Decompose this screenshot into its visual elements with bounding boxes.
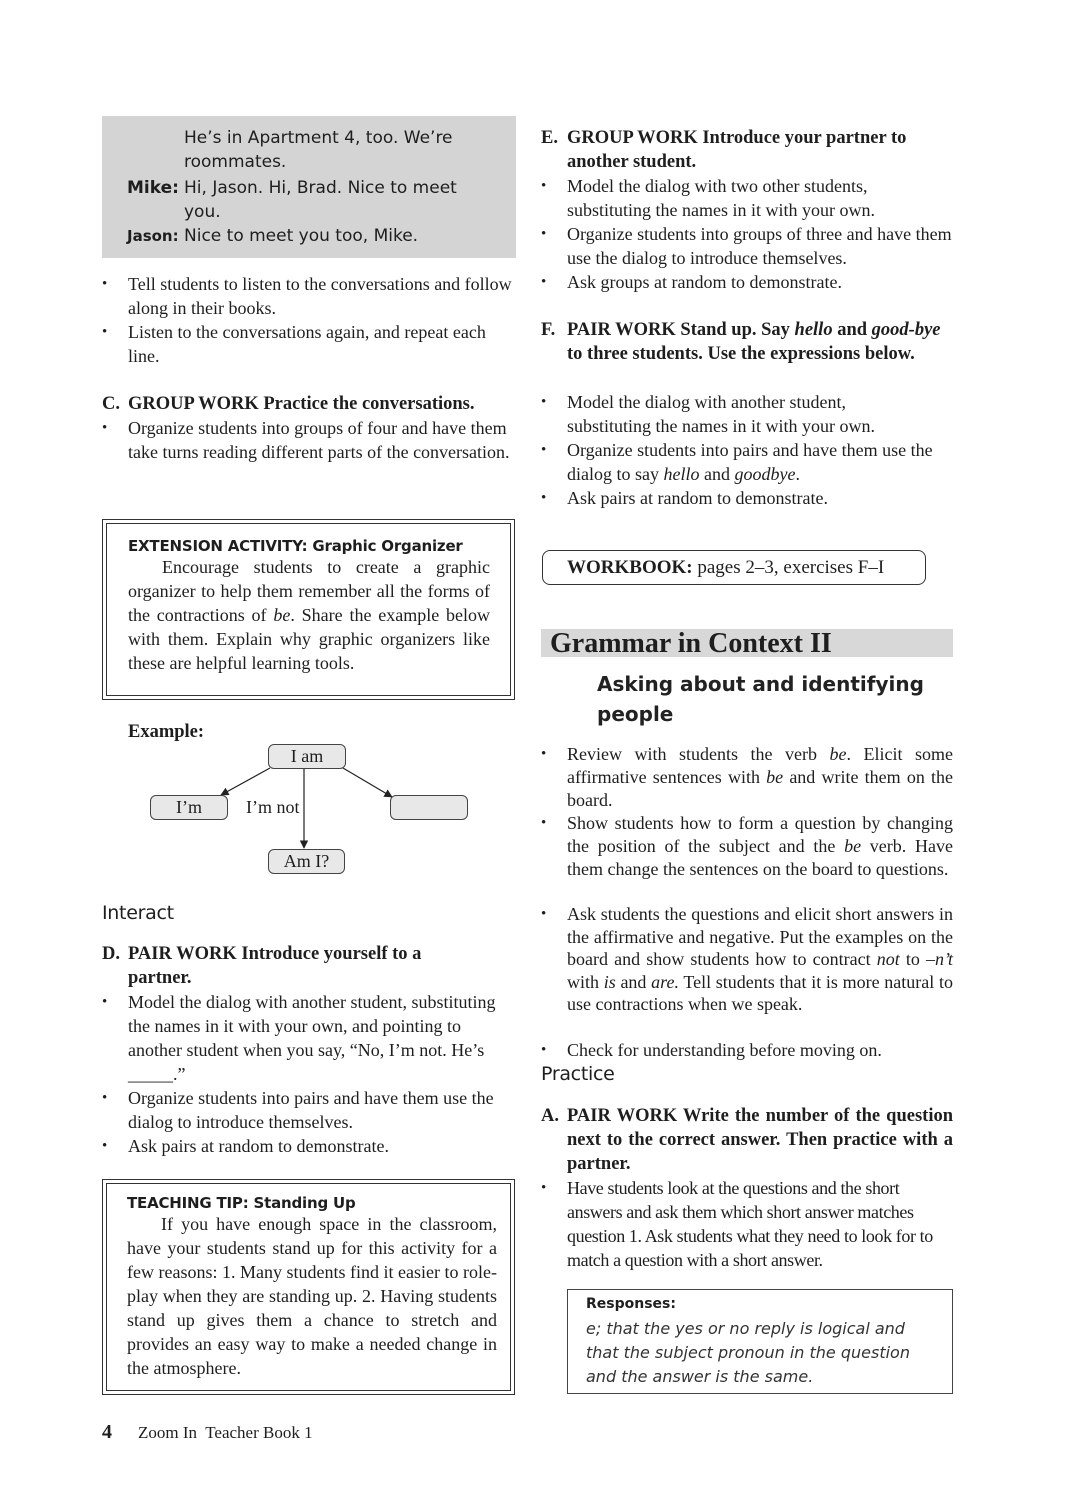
exercise-e-heading: E. GROUP WORK Introduce your partner to another student. (541, 128, 907, 172)
teaching-tip-text: If you have enough space in the classroom, have your students stand up for this activity for a few reasons: 1. Many students find it easier to role-play when they are standing up. 2. Having students stand up gives them a chance to stretch and provides an easy way to make a needed change in the atmosphere. (127, 1214, 497, 1378)
exercise-f-heading: F. PAIR WORK Stand up. Say hello and good-bye to three students. Use the expressions below. (541, 320, 941, 364)
exercise-label: A. (541, 1106, 559, 1126)
list-item: • Ask groups at random to demonstrate. (567, 270, 952, 294)
speaker-mike: Mike: (127, 178, 179, 198)
list-item: • Organize students into pairs and have them use the dialog to say hello and goodbye. (567, 438, 957, 486)
exercise-label: F. (541, 320, 556, 340)
exercise-label: D. (102, 944, 120, 964)
list-item: • Organize students into groups of three and have them use the dialog to introduce themselves. (567, 222, 957, 270)
extension-activity-title: EXTENSION ACTIVITY: Graphic Organizer (128, 537, 463, 555)
teaching-tip-title: TEACHING TIP: Standing Up (127, 1194, 356, 1212)
dialog-line: Nice to meet you too, Mike. (184, 226, 419, 246)
list-item: • Organize students into groups of four and have them take turns reading different parts of the conversation. (128, 416, 513, 464)
diagram-node-right (390, 795, 468, 820)
dialog-line: Hi, Jason. Hi, Brad. Nice to meet you. (184, 178, 457, 222)
diagram-node-left: I’m (150, 795, 228, 820)
practice-title: Practice (541, 1063, 615, 1085)
responses-title: Responses: (586, 1296, 676, 1312)
diagram-node-top: I am (268, 744, 346, 769)
diagram-middle-label: I’m not (246, 797, 300, 817)
exercise-label: C. (102, 394, 120, 414)
dialog-line: He’s in Apartment 4, too. We’re roommates. (184, 128, 453, 172)
list-item: • Model the dialog with another student, substituting the names in it with your own. (567, 390, 932, 438)
list-item: • Review with students the verb be. Elicit some affirmative sentences with be and write them on the board. (567, 743, 953, 812)
speaker-jason: Jason: (127, 227, 179, 245)
list-item: • Have students look at the questions and the short answers and ask them which short answer matches question 1. Ask students what they need to look for to match a question with a short answer. (567, 1176, 957, 1272)
teaching-tip-box (102, 1179, 515, 1395)
grammar-subhead: Asking about and identifying people (597, 672, 924, 726)
exercise-label: E. (541, 128, 558, 148)
list-item: • Model the dialog with two other students, substituting the names in it with your own. (567, 174, 932, 222)
list-item: • Organize students into pairs and have them use the dialog to introduce themselves. (128, 1086, 518, 1134)
list-item: • Listen to the conversations again, and repeat each line. (128, 320, 503, 368)
responses-text: e; that the yes or no reply is logical and that the subject pronoun in the question and the answer is the same. (586, 1319, 910, 1386)
example-label: Example: (128, 722, 205, 742)
list-item: • Check for understanding before moving on. (567, 1038, 953, 1062)
book-title: Zoom In Teacher Book 1 (138, 1423, 313, 1442)
diagram-node-bottom: Am I? (268, 849, 345, 874)
list-item: • Show students how to form a question by changing the position of the subject and the be verb. Have them change the sentences on the board to questions. (567, 812, 953, 881)
exercise-d-heading: D. PAIR WORK Introduce yourself to a partner. (102, 944, 422, 988)
list-item: • Ask pairs at random to demonstrate. (567, 486, 952, 510)
page-number: 4 (102, 1421, 112, 1443)
responses-box (567, 1289, 953, 1394)
list-item: • Ask pairs at random to demonstrate. (128, 1134, 513, 1158)
interact-title: Interact (102, 902, 174, 924)
exercise-a-heading: A. PAIR WORK Write the number of the question next to the correct answer. Then practice with a partner. (541, 1106, 953, 1174)
list-item: • Model the dialog with another student, substituting the names in it with your own, and pointing to another student when you say, “No, I’m not. He’s _____.” (128, 990, 518, 1086)
section-title: Grammar in Context II (550, 628, 832, 659)
workbook-reference: WORKBOOK: pages 2–3, exercises F–I (542, 550, 926, 585)
exercise-c-heading: C. GROUP WORK Practice the conversations. (102, 394, 475, 414)
extension-activity-text: Encourage students to create a graphic organizer to help them remember all the forms of the contractions of be. Share the example below with them. Explain why graphic organizers like these are helpful learning tools. (128, 557, 490, 673)
list-item: • Tell students to listen to the conversations and follow along in their books. (128, 272, 513, 320)
list-item: • Ask students the questions and elicit short answers in the affirmative and negative. Put the examples on the board and show students how to contract not to –n’t with is and are. Tell students that it is more natural to use contractions when we speak. (567, 903, 953, 1016)
